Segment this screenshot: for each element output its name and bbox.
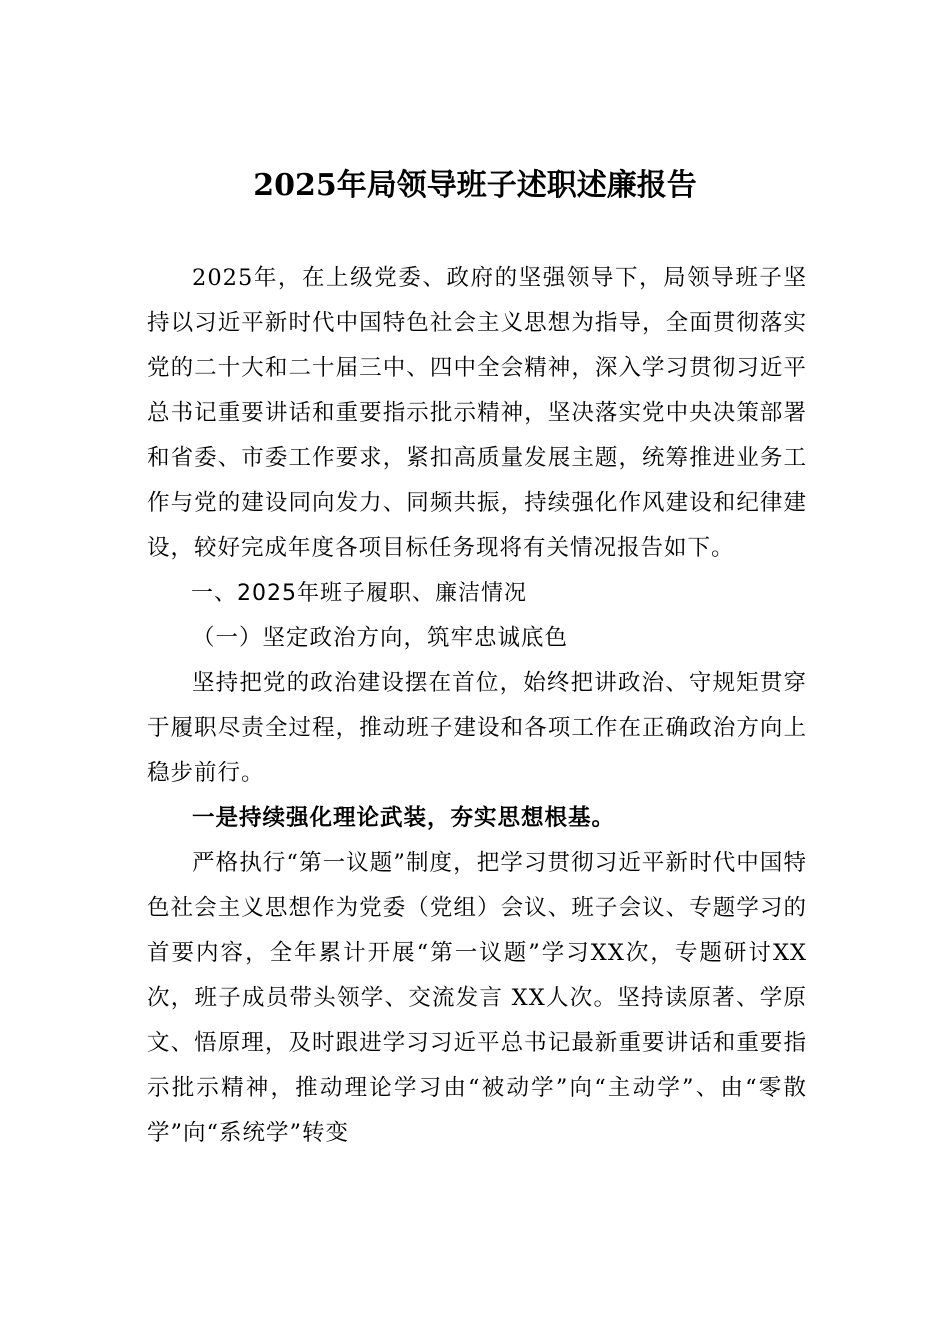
document-title: 2025年局领导班子述职述廉报告 — [253, 168, 697, 203]
subsection-paragraph: 坚持把党的政治建设摆在首位，始终把讲政治、守规矩贯穿于履职尽责全过程，推动班子建设和各项工作在正确政治方向上稳步前行。 — [147, 670, 807, 786]
point-paragraph: 严格执行“第一议题”制度，把学习贯彻习近平新时代中国特色社会主义思想作为党委（党组）会议、班子会议、专题学习的首要内容，全年累计开展“第一议题”学习XX次，专题研讨XX次，班子成员带头领学、交流发言 XX人次。坚持读原著、学原文、悟原理，及时跟进学习习近平总书记最新重要讲话和重要指示批示精神，推动理论学习由“被动学”向“主动学”、由“零散学”向“系统学”转变 — [147, 850, 807, 1146]
document-body — [147, 256, 807, 1156]
subsection-heading: （一）坚定政治方向，筑牢忠诚底色 — [192, 625, 569, 651]
intro-paragraph: 2025年，在上级党委、政府的坚强领导下，局领导班子坚持以习近平新时代中国特色社会主义思想为指导，全面贯彻落实党的二十大和二十届三中、四中全会精神，深入学习贯彻习近平总书记重要讲话和重要指示批示精神，坚决落实党中央决策部署和省委、市委工作要求，紧扣高质量发展主题，统筹推进业务工作与党的建设同向发力、同频共振，持续强化作风建设和纪律建设，较好完成年度各项目标任务现将有关情况报告如下。 — [147, 265, 807, 561]
section-heading: 一、2025年班子履职、廉洁情况 — [191, 581, 527, 606]
point-heading: 一是持续强化理论武装，夯实思想根基。 — [192, 805, 616, 831]
